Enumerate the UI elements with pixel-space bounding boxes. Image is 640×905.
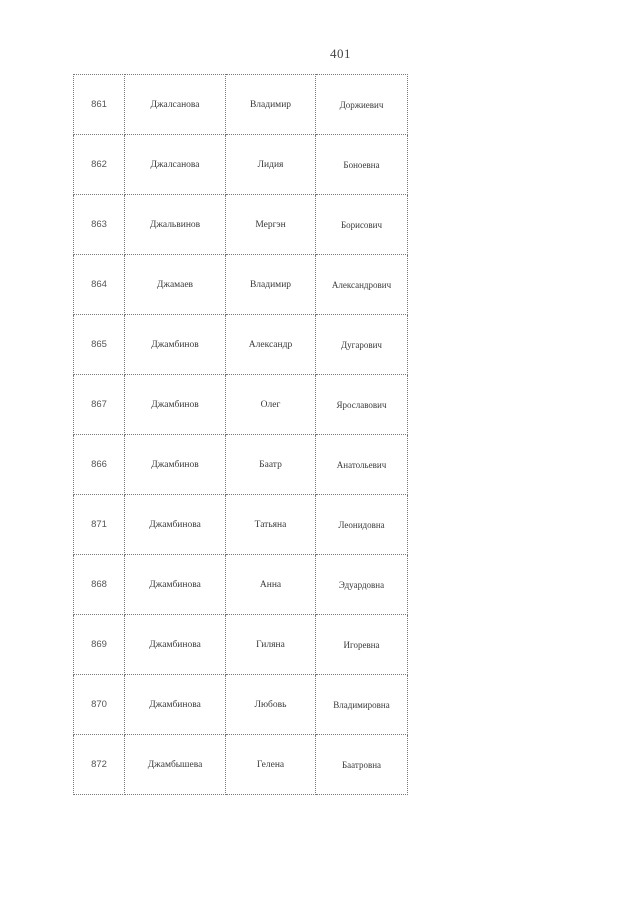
table-row <box>74 435 408 495</box>
first-name-cell: Мергэн <box>226 195 316 255</box>
row-number: 867 <box>74 375 125 435</box>
first-name-cell: Гелена <box>226 735 316 795</box>
table-row <box>74 495 408 555</box>
row-number: 861 <box>74 75 125 135</box>
table-row <box>74 615 408 675</box>
row-number: 864 <box>74 255 125 315</box>
first-name-cell: Александр <box>226 315 316 375</box>
table-row <box>74 135 408 195</box>
table-row <box>74 315 408 375</box>
first-name-cell: Олег <box>226 375 316 435</box>
row-number: 862 <box>74 135 125 195</box>
patronymic-cell: Игоревна <box>316 615 408 675</box>
surname-cell: Джамбинова <box>125 615 226 675</box>
first-name-cell: Владимир <box>226 255 316 315</box>
row-number: 870 <box>74 675 125 735</box>
patronymic-cell: Баатровна <box>316 735 408 795</box>
row-number: 865 <box>74 315 125 375</box>
surname-cell: Джамбинова <box>125 495 226 555</box>
patronymic-cell: Александрович <box>316 255 408 315</box>
table-row <box>74 75 408 135</box>
table-row <box>74 735 408 795</box>
surname-cell: Джальвинов <box>125 195 226 255</box>
first-name-cell: Баатр <box>226 435 316 495</box>
patronymic-cell: Дугарович <box>316 315 408 375</box>
first-name-cell: Владимир <box>226 75 316 135</box>
row-number: 869 <box>74 615 125 675</box>
table-row <box>74 375 408 435</box>
surname-cell: Джамаев <box>125 255 226 315</box>
patronymic-cell: Ярославович <box>316 375 408 435</box>
patronymic-cell: Доржиевич <box>316 75 408 135</box>
page-number: 401 <box>330 46 351 61</box>
patronymic-cell: Боноевна <box>316 135 408 195</box>
patronymic-cell: Эдуардовна <box>316 555 408 615</box>
table-row <box>74 675 408 735</box>
surname-cell: Джамбинова <box>125 555 226 615</box>
first-name-cell: Любовь <box>226 675 316 735</box>
table-row <box>74 555 408 615</box>
patronymic-cell: Борисович <box>316 195 408 255</box>
table-row <box>74 255 408 315</box>
surname-cell: Джамбинова <box>125 675 226 735</box>
first-name-cell: Лидия <box>226 135 316 195</box>
table-row <box>74 195 408 255</box>
patronymic-cell: Анатольевич <box>316 435 408 495</box>
row-number: 868 <box>74 555 125 615</box>
surname-cell: Джалсанова <box>125 75 226 135</box>
surname-cell: Джамбинов <box>125 375 226 435</box>
row-number: 863 <box>74 195 125 255</box>
first-name-cell: Гиляна <box>226 615 316 675</box>
surname-cell: Джамбинов <box>125 315 226 375</box>
row-number: 872 <box>74 735 125 795</box>
surname-cell: Джамбинов <box>125 435 226 495</box>
surname-cell: Джамбышева <box>125 735 226 795</box>
patronymic-cell: Леонидовна <box>316 495 408 555</box>
row-number: 866 <box>74 435 125 495</box>
row-number: 871 <box>74 495 125 555</box>
register-table <box>73 74 408 795</box>
first-name-cell: Татьяна <box>226 495 316 555</box>
first-name-cell: Анна <box>226 555 316 615</box>
surname-cell: Джалсанова <box>125 135 226 195</box>
patronymic-cell: Владимировна <box>316 675 408 735</box>
